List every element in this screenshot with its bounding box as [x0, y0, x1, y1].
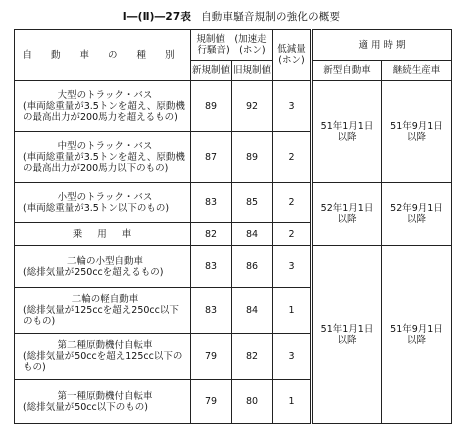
- row-kind-cell: [15, 132, 191, 183]
- header-continued: 継続生産車: [382, 61, 452, 81]
- old-limit-value: 85: [232, 183, 273, 223]
- table-title-text: 自動車騒音規制の強化の概要: [201, 11, 341, 23]
- vehicle-type: 乗 用 車: [72, 228, 138, 240]
- row-kind-cell: [15, 334, 191, 380]
- vehicle-condition: (車両総重量が3.5トンを超え、原動機の最高出力が200馬力を超えるもの): [23, 100, 185, 123]
- table-row: [15, 183, 452, 223]
- new-limit-value: 83: [191, 246, 232, 288]
- header-new-value: 新規制値: [191, 61, 232, 81]
- old-limit-value: 80: [232, 380, 273, 424]
- reduction-value: 3: [273, 246, 312, 288]
- new-limit-value: 82: [191, 223, 232, 246]
- new-limit-value: 89: [191, 81, 232, 132]
- header-reduction: 低減量 (ホン): [273, 30, 312, 81]
- reduction-value: 2: [273, 132, 312, 183]
- reduction-value: 3: [273, 81, 312, 132]
- new-limit-value: 83: [191, 288, 232, 334]
- vehicle-type: 中型のトラック・バス: [57, 140, 153, 152]
- reduction-value: 2: [273, 183, 312, 223]
- vehicle-condition: (総排気量が125ccを超え250cc以下のもの): [23, 305, 179, 327]
- table-row: [15, 246, 452, 288]
- old-limit-value: 92: [232, 81, 273, 132]
- noise-regulation-table: [14, 29, 452, 424]
- vehicle-type: 大型のトラック・バス: [57, 89, 153, 101]
- old-limit-value: 86: [232, 246, 273, 288]
- timing-continued: 51年9月1日以降: [382, 246, 452, 424]
- row-kind-cell: [15, 183, 191, 223]
- vehicle-type: 二輪の小型自動車: [66, 255, 143, 267]
- timing-new-model: 51年1月1日以降: [312, 246, 382, 424]
- vehicle-type: 小型のトラック・バス: [57, 191, 153, 203]
- old-limit-value: 82: [232, 334, 273, 380]
- table-title: [0, 9, 463, 24]
- vehicle-condition: (総排気量が50ccを超え125cc以下のもの): [23, 351, 183, 373]
- new-limit-value: 87: [191, 132, 232, 183]
- vehicle-condition: (車両総重量が3.5トンを超え、原動機の最高出力が200馬力以下のもの): [23, 151, 185, 174]
- row-kind-cell: [15, 81, 191, 132]
- header-kind: 自 動 車 の 種 別: [15, 30, 191, 81]
- table-row: [15, 81, 452, 132]
- reduction-value: 1: [273, 288, 312, 334]
- row-kind-cell: [15, 246, 191, 288]
- header-limit-group: 規制値 (加速走 行騒音) (ホン): [191, 30, 273, 61]
- vehicle-type: 第一種原動機付自転車: [57, 390, 153, 402]
- timing-continued: 52年9月1日以降: [382, 183, 452, 246]
- reduction-value: 1: [273, 380, 312, 424]
- vehicle-condition: (車両総重量が3.5トン以下のもの): [23, 202, 170, 214]
- timing-new-model: 52年1月1日以降: [312, 183, 382, 246]
- old-limit-value: 84: [232, 223, 273, 246]
- timing-continued: 51年9月1日以降: [382, 81, 452, 183]
- new-limit-value: 83: [191, 183, 232, 223]
- header-timing: 適 用 時 期: [312, 30, 452, 61]
- header-new-model: 新型自動車: [312, 61, 382, 81]
- vehicle-condition: (総排気量が250ccを超えるもの): [23, 266, 164, 278]
- row-kind-cell: [15, 380, 191, 424]
- old-limit-value: 84: [232, 288, 273, 334]
- row-kind-cell: [15, 223, 191, 246]
- header-old-value: 旧規制値: [232, 61, 273, 81]
- reduction-value: 2: [273, 223, 312, 246]
- table-number: Ⅰ―(Ⅱ)―27表: [122, 11, 192, 23]
- new-limit-value: 79: [191, 334, 232, 380]
- timing-new-model: 51年1月1日以降: [312, 81, 382, 183]
- old-limit-value: 89: [232, 132, 273, 183]
- vehicle-type: 第二種原動機付自転車: [57, 340, 153, 351]
- vehicle-condition: (総排気量が50cc以下のもの): [23, 401, 148, 413]
- reduction-value: 3: [273, 334, 312, 380]
- vehicle-type: 二輪の軽自動車: [71, 294, 139, 305]
- row-kind-cell: [15, 288, 191, 334]
- new-limit-value: 79: [191, 380, 232, 424]
